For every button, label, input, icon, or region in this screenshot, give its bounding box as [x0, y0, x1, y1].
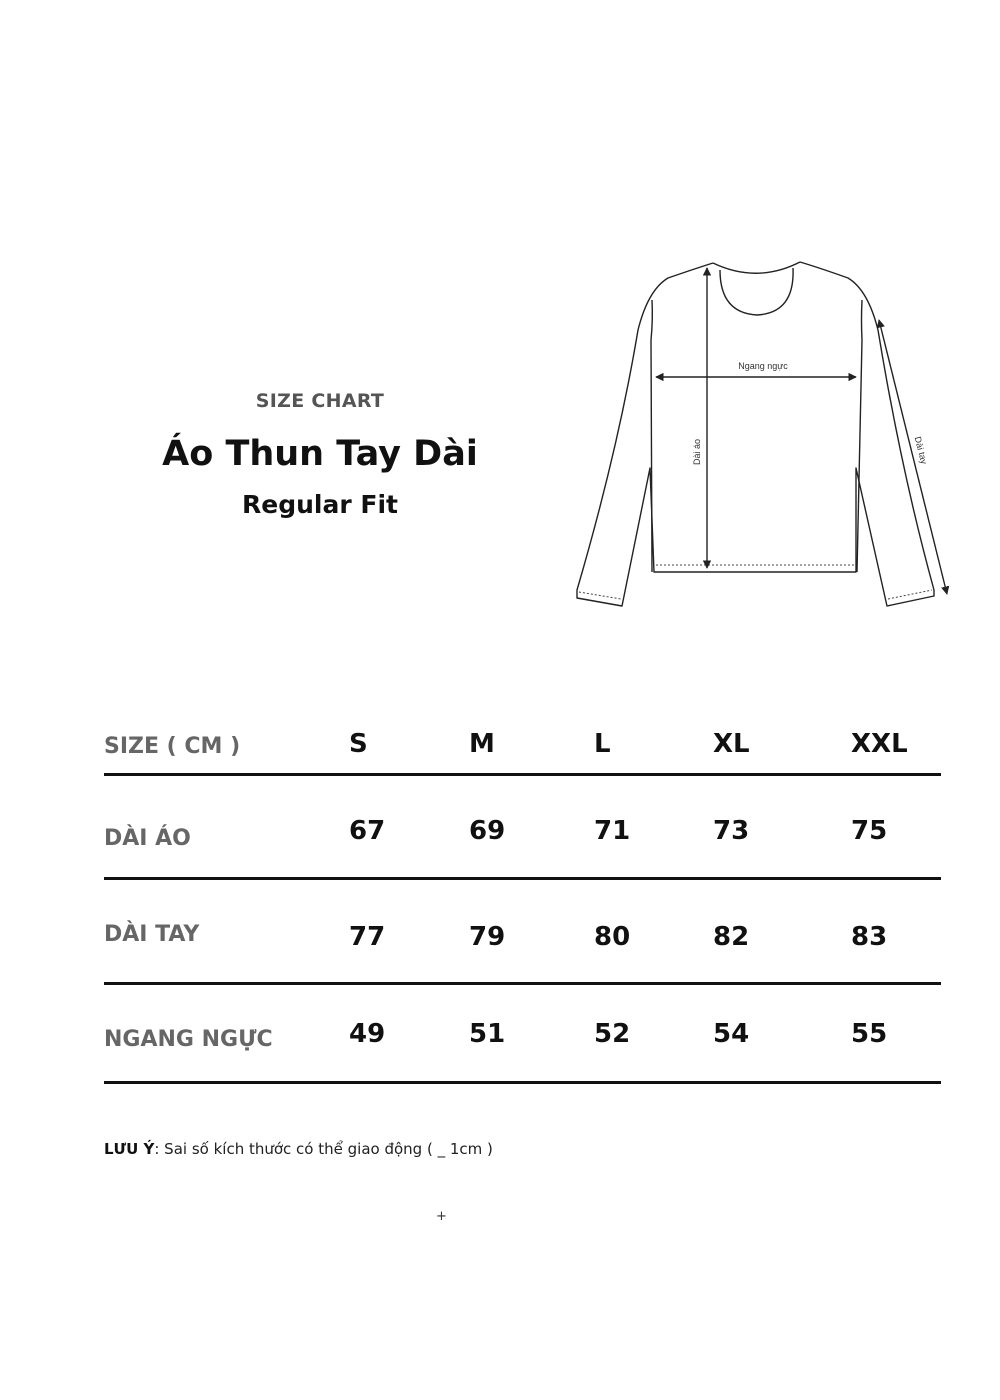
- table-cell: 54: [713, 1019, 750, 1049]
- tshirt-measurement-diagram: [565, 250, 960, 620]
- size-header-m: M: [469, 729, 495, 759]
- table-rule: [104, 1081, 941, 1084]
- sleeve-arrow: [879, 320, 947, 594]
- garment-neckline-outer: [713, 262, 800, 273]
- size-header-xl: XL: [713, 729, 750, 759]
- note-label: LƯU Ý: [104, 1140, 155, 1158]
- table-cell: 52: [594, 1019, 631, 1049]
- table-cell: 75: [851, 816, 888, 846]
- table-cell: 51: [469, 1019, 506, 1049]
- size-header-xxl: XXL: [851, 729, 908, 759]
- table-cell: 73: [713, 816, 750, 846]
- table-cell: 77: [349, 922, 386, 952]
- garment-side-line-left: [651, 340, 652, 572]
- table-cell: 71: [594, 816, 631, 846]
- table-cell: 83: [851, 922, 888, 952]
- garment-shoulder-seam-right: [862, 300, 863, 340]
- garment-shoulder-seam-left: [651, 300, 652, 340]
- sleeve-label: Dài tay: [912, 435, 930, 466]
- garment-side-line-right: [857, 340, 862, 572]
- garment-neckline-inner: [720, 268, 793, 315]
- size-header-s: S: [349, 729, 368, 759]
- row-label-dai-tay: DÀI TAY: [104, 922, 200, 947]
- length-label: Dài áo: [692, 438, 702, 466]
- table-cell: 82: [713, 922, 750, 952]
- table-cell: 80: [594, 922, 631, 952]
- chest-label: Ngang ngực: [738, 361, 788, 371]
- size-chart-eyebrow: SIZE CHART: [255, 390, 385, 412]
- table-corner-label: SIZE ( CM ): [104, 734, 241, 759]
- table-rule: [104, 982, 941, 985]
- note-text: : Sai số kích thước có thể giao động ( _ 1cm ): [154, 1140, 493, 1158]
- table-cell: 55: [851, 1019, 888, 1049]
- table-rule: [104, 773, 941, 776]
- row-label-ngang-nguc: NGANG NGỰC: [104, 1027, 273, 1052]
- product-title: Áo Thun Tay Dài: [162, 434, 478, 474]
- garment-body-outline: [577, 262, 934, 606]
- tolerance-note: [104, 1140, 493, 1158]
- size-header-l: L: [594, 729, 611, 759]
- table-cell: 49: [349, 1019, 386, 1049]
- table-cell: 69: [469, 816, 506, 846]
- row-label-dai-ao: DÀI ÁO: [104, 826, 191, 851]
- table-cell: 67: [349, 816, 386, 846]
- table-rule: [104, 877, 941, 880]
- garment-cuff-stitch-left: [579, 592, 621, 599]
- fit-subtitle: Regular Fit: [242, 490, 398, 519]
- footer-plus-mark: +: [436, 1209, 447, 1224]
- table-cell: 79: [469, 922, 506, 952]
